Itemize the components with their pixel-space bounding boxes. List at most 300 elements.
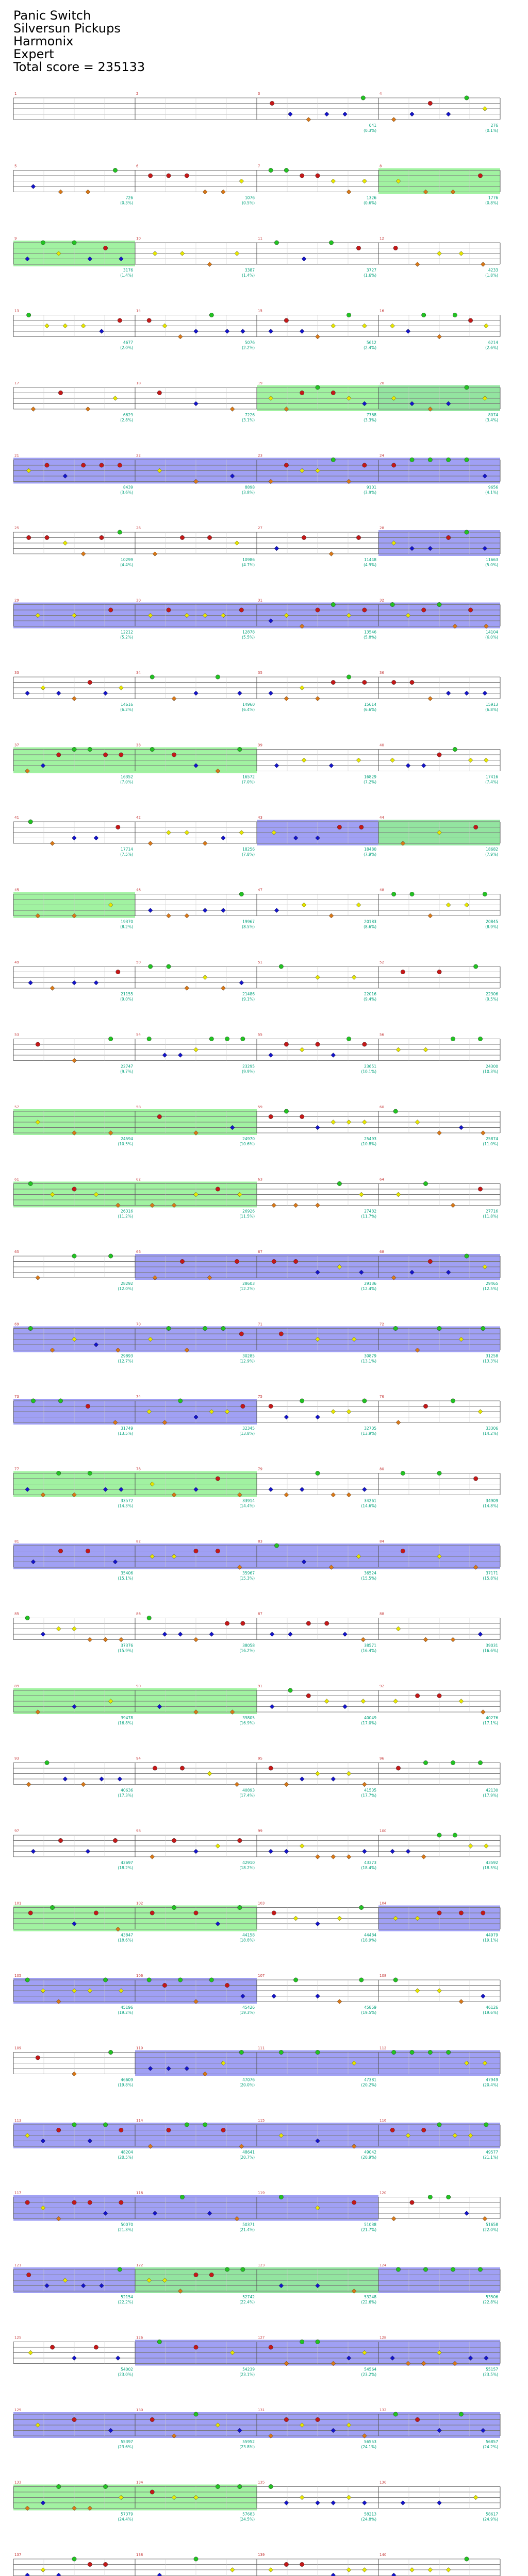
note-gem: [465, 2211, 469, 2216]
note-gem: [343, 1704, 348, 1709]
measure-score-percent: (17.0%): [361, 1721, 376, 1725]
measure-number: 14: [136, 309, 141, 313]
note-gem: [178, 1632, 183, 1637]
measure-number: 51: [258, 960, 262, 964]
note-gem: [356, 535, 360, 539]
note-gem: [72, 980, 77, 985]
note-gem: [178, 1399, 183, 1403]
note-gem: [167, 831, 171, 835]
measure-number: 108: [380, 1974, 387, 1978]
measure-score: 22016: [364, 992, 376, 996]
note-gem: [302, 535, 306, 539]
measure-number: 129: [14, 2408, 22, 2412]
note-gem: [465, 903, 469, 907]
note-gem: [25, 2200, 29, 2205]
note-gem: [28, 2350, 33, 2355]
measure-score: 43373: [364, 1860, 376, 1865]
measure-score: 48204: [121, 2150, 133, 2155]
note-gem: [396, 2267, 400, 2272]
note-gem: [269, 1404, 273, 1408]
note-gem: [478, 2267, 482, 2272]
note-gem: [272, 1911, 276, 1915]
note-gem: [300, 329, 304, 334]
note-gem: [237, 691, 242, 696]
note-gem: [207, 262, 212, 267]
measure-number: 45: [14, 888, 19, 892]
measure-score-percent: (12.0%): [118, 1286, 133, 1291]
note-gem: [423, 2267, 427, 2272]
measure-score: 39478: [121, 1716, 133, 1720]
measure-score: 18256: [242, 847, 255, 852]
measure-score: 55397: [121, 2439, 133, 2444]
note-gem: [300, 1399, 304, 1403]
note-gem: [459, 1125, 464, 1130]
measure-number: 140: [380, 2553, 387, 2557]
note-gem: [284, 168, 288, 172]
note-gem: [346, 2495, 351, 2500]
measure-score: 9101: [366, 485, 376, 490]
measure-score: 45426: [242, 2005, 255, 2010]
note-gem: [118, 318, 122, 323]
measure-number: 4: [380, 92, 382, 96]
note-gem: [316, 1125, 320, 1130]
measure-number: 56: [380, 1032, 384, 1037]
note-gem: [180, 535, 184, 539]
measure-number: 94: [136, 1756, 141, 1761]
note-gem: [150, 2490, 154, 2494]
note-gem: [36, 2056, 40, 2060]
measure-score-percent: (14.8%): [483, 1503, 498, 1509]
measure-number: 81: [14, 1539, 19, 1544]
measure-score: 54002: [121, 2367, 133, 2372]
note-gem: [346, 1410, 351, 1414]
note-gem: [167, 174, 171, 178]
note-gem: [172, 753, 176, 757]
measure-score-percent: (11.7%): [361, 1214, 376, 1219]
measure-score-percent: (18.2%): [239, 1866, 255, 1870]
note-gem: [274, 546, 279, 551]
note-gem: [362, 2501, 367, 2505]
measure-number: 131: [258, 2408, 265, 2412]
measure-number: 97: [14, 1829, 19, 1833]
note-gem: [209, 1978, 213, 1982]
note-gem: [453, 313, 457, 317]
note-gem: [451, 1203, 455, 1208]
measure-number: 50: [136, 960, 141, 964]
note-gem: [437, 2501, 442, 2505]
measure-score-percent: (17.9%): [483, 1793, 498, 1798]
note-gem: [178, 1978, 183, 1982]
note-gem: [203, 2123, 207, 2127]
note-gem: [362, 2568, 367, 2572]
note-gem: [468, 758, 473, 762]
note-gem: [116, 2356, 120, 2361]
note-gem: [437, 1131, 442, 1136]
measure-score-percent: (22.8%): [483, 2300, 498, 2304]
note-gem: [316, 697, 320, 701]
note-gem: [269, 1114, 273, 1118]
note-gem: [150, 747, 154, 751]
note-gem: [451, 1637, 455, 1642]
note-gem: [316, 2050, 320, 2054]
measure-score-percent: (0.3%): [120, 200, 133, 206]
measure-score-percent: (20.9%): [361, 2155, 376, 2160]
note-gem: [239, 980, 244, 985]
measure-score: 45859: [364, 2005, 376, 2010]
measure-score-percent: (9.0%): [120, 997, 133, 1002]
note-gem: [203, 190, 207, 194]
measure-score: 641: [369, 123, 376, 128]
note-gem: [302, 903, 306, 907]
note-gem: [391, 463, 395, 467]
note-gem: [94, 836, 98, 840]
note-gem: [269, 2484, 273, 2488]
note-gem: [473, 825, 477, 829]
measure-score-percent: (24.1%): [361, 2445, 376, 2449]
note-gem: [157, 1114, 161, 1118]
note-gem: [337, 1181, 341, 1185]
note-gem: [72, 836, 77, 840]
measure-score: 21486: [242, 992, 255, 996]
measure-number: 17: [14, 381, 19, 385]
measure-number: 58: [136, 1105, 141, 1109]
note-gem: [423, 1047, 428, 1052]
measure-score: 7768: [366, 413, 376, 417]
measure-score-percent: (0.5%): [242, 200, 255, 206]
note-gem: [239, 892, 243, 896]
measure-number: 16: [380, 309, 384, 313]
measure-score: 3727: [366, 268, 376, 273]
measure-number: 135: [258, 2480, 265, 2485]
measure-number: 93: [14, 1756, 19, 1761]
measure-score-percent: (6.4%): [242, 707, 255, 712]
measure-score: 53248: [364, 2295, 376, 2299]
measure-number: 116: [380, 2119, 387, 2123]
measure-score: 32345: [242, 1426, 255, 1431]
note-gem: [391, 117, 396, 122]
measure-number: 32: [380, 598, 384, 603]
measure-score: 1326: [366, 195, 376, 200]
measure-number: 9: [14, 236, 17, 241]
measure-number: 36: [380, 671, 384, 675]
measure-number: 34: [136, 671, 141, 675]
note-gem: [362, 1399, 367, 1403]
measure-number: 126: [136, 2335, 143, 2340]
note-gem: [103, 1978, 107, 1982]
note-gem: [41, 1632, 45, 1637]
measure-number: 72: [380, 1322, 384, 1327]
note-gem: [238, 747, 242, 751]
note-gem: [415, 1693, 419, 1698]
measure-score: 22747: [121, 1064, 133, 1069]
measure-number: 127: [258, 2335, 265, 2340]
measure-score-percent: (18.2%): [118, 1866, 133, 1870]
note-gem: [41, 2568, 45, 2572]
measure-score-percent: (8.2%): [120, 924, 133, 929]
measure-score: 58617: [486, 2512, 498, 2517]
note-gem: [428, 101, 432, 105]
note-gem: [235, 1259, 239, 1263]
measure-number: 27: [258, 526, 262, 530]
measure-score-percent: (12.5%): [483, 1286, 498, 1291]
note-gem: [284, 1109, 288, 1113]
note-gem: [221, 908, 226, 913]
note-gem: [459, 251, 464, 256]
measure-number: 35: [258, 671, 262, 675]
measure-number: 15: [258, 309, 262, 313]
note-gem: [393, 246, 398, 250]
note-gem: [422, 608, 426, 612]
note-gem: [465, 1254, 469, 1258]
note-gem: [58, 1549, 62, 1553]
note-gem: [459, 2412, 463, 2416]
note-gem: [50, 1905, 54, 1909]
measure-score-percent: (9.7%): [120, 1069, 133, 1074]
measure-number: 52: [380, 960, 384, 964]
measure-number: 47: [258, 888, 262, 892]
note-gem: [446, 691, 451, 696]
measure-score: 40049: [364, 1716, 376, 1720]
note-gem: [446, 2050, 450, 2054]
measure-score-percent: (12.4%): [361, 1286, 376, 1291]
measure-score-percent: (18.8%): [239, 1938, 255, 1943]
note-gem: [390, 1849, 395, 1854]
note-gem: [72, 747, 76, 751]
note-gem: [147, 318, 151, 323]
measure-score: 19967: [242, 919, 255, 924]
note-gem: [478, 1760, 482, 1765]
note-gem: [194, 401, 199, 406]
measure-number: 104: [380, 1901, 387, 1906]
note-gem: [86, 407, 90, 412]
note-gem: [465, 96, 469, 100]
measure-score: 3176: [123, 268, 133, 273]
measure-score-percent: (19.8%): [118, 2082, 133, 2088]
measure-number: 102: [136, 1901, 143, 1906]
note-gem: [437, 2123, 441, 2127]
measure-number: 109: [14, 2046, 22, 2050]
measure-score-percent: (7.5%): [120, 852, 133, 857]
measure-number: 61: [14, 1177, 19, 1182]
measure-score: 21155: [121, 992, 133, 996]
note-gem: [390, 602, 394, 606]
note-gem: [391, 2573, 396, 2576]
measure-score: 51038: [364, 2222, 376, 2227]
measure-score: 30879: [364, 1353, 376, 1359]
note-gem: [300, 1114, 304, 1118]
measure-score-percent: (14.2%): [483, 1431, 498, 1436]
note-gem: [72, 2200, 76, 2205]
note-gem: [410, 112, 415, 116]
note-gem: [150, 1911, 154, 1915]
measure-score-percent: (15.5%): [361, 1576, 376, 1581]
measure-score: 52742: [242, 2295, 255, 2299]
measure-score-percent: (7.4%): [485, 779, 498, 785]
note-gem: [194, 2345, 198, 2349]
measure-score: 20183: [364, 919, 376, 924]
note-gem: [150, 2417, 154, 2421]
note-gem: [390, 324, 395, 328]
measure-score: 41535: [364, 1788, 376, 1793]
note-gem: [81, 552, 86, 556]
note-gem: [284, 2417, 288, 2421]
note-gem: [300, 1844, 304, 1849]
note-gem: [446, 2568, 451, 2572]
note-gem: [270, 1632, 274, 1637]
measure-score-percent: (8.5%): [242, 924, 255, 929]
note-gem: [88, 1471, 92, 1475]
note-gem: [483, 107, 487, 111]
note-gem: [26, 313, 30, 317]
note-gem: [362, 1042, 367, 1046]
measure-score: 37376: [121, 1643, 133, 1648]
measure-score-percent: (18.6%): [118, 1938, 133, 1943]
measure-score: 30285: [242, 1353, 255, 1359]
note-gem: [481, 1131, 485, 1136]
note-gem: [465, 457, 469, 462]
note-gem: [410, 2050, 414, 2054]
measure-score-percent: (12.7%): [118, 1359, 133, 1364]
note-gem: [157, 2573, 162, 2576]
note-gem: [194, 329, 199, 334]
measure-score-percent: (5.8%): [364, 635, 376, 640]
note-gem: [329, 913, 334, 918]
note-gem: [300, 2495, 304, 2500]
measure-score: 1076: [244, 195, 255, 200]
note-gem: [352, 2200, 356, 2205]
measure-score-percent: (15.1%): [118, 1576, 133, 1581]
note-gem: [185, 2123, 189, 2127]
measure-number: 79: [258, 1467, 262, 1471]
note-gem: [288, 1688, 292, 1692]
measure-score-percent: (20.4%): [483, 2082, 498, 2088]
note-gem: [293, 1203, 298, 1208]
measure-score: 8439: [123, 485, 133, 490]
note-gem: [396, 1626, 401, 1631]
note-gem: [225, 329, 229, 334]
measure-score-percent: (16.8%): [118, 1721, 133, 1725]
note-gem: [393, 1109, 398, 1113]
measure-number: 136: [380, 2480, 387, 2485]
note-gem: [428, 2195, 432, 2199]
measure-score-percent: (21.7%): [361, 2227, 376, 2232]
measure-number: 42: [136, 816, 141, 820]
note-gem: [194, 2557, 198, 2561]
note-gem: [331, 2501, 336, 2505]
note-gem: [316, 334, 320, 339]
measure-number: 98: [136, 1829, 141, 1833]
measure-number: 62: [136, 1177, 141, 1182]
note-gem: [56, 691, 61, 696]
measure-number: 19: [258, 381, 262, 385]
note-gem: [241, 1404, 245, 1408]
measure-score: 6214: [488, 340, 498, 345]
measure-score: 1776: [488, 195, 498, 200]
note-gem: [167, 913, 171, 918]
note-gem: [437, 1326, 441, 1330]
note-gem: [410, 892, 414, 896]
note-gem: [406, 764, 410, 768]
note-gem: [100, 1777, 104, 1782]
note-gem: [86, 1849, 90, 1854]
measure-score: 15614: [364, 702, 376, 707]
note-gem: [94, 2345, 98, 2349]
measure-number: 138: [136, 2553, 143, 2557]
measure-number: 3: [258, 92, 260, 96]
measure-score: 29465: [486, 1281, 498, 1286]
measure-number: 57: [14, 1105, 19, 1109]
note-gem: [465, 530, 469, 534]
note-gem: [100, 535, 104, 539]
note-gem: [241, 1621, 245, 1625]
measure-score-percent: (22.2%): [118, 2300, 133, 2304]
measure-score: 8898: [244, 485, 255, 490]
note-gem: [473, 1477, 477, 1481]
note-gem: [362, 608, 367, 612]
measure-score: 57683: [242, 2512, 255, 2517]
measure-score-percent: (7.0%): [242, 779, 255, 785]
measure-score-percent: (8.9%): [485, 924, 498, 929]
note-gem: [331, 179, 336, 183]
note-gem: [316, 1203, 320, 1208]
note-gem: [167, 2128, 171, 2132]
note-gem: [153, 552, 157, 556]
measure-number: 24: [380, 453, 384, 458]
measure-score-percent: (17.3%): [118, 1793, 133, 1798]
note-gem: [221, 1326, 225, 1330]
measure-number: 132: [380, 2408, 387, 2412]
note-gem: [274, 764, 279, 768]
note-gem: [300, 686, 304, 690]
measure-score: 44484: [364, 1933, 376, 1938]
note-gem: [422, 313, 426, 317]
note-gem: [279, 2050, 283, 2054]
note-gem: [483, 691, 487, 696]
note-gem: [362, 179, 367, 183]
measure-number: 105: [14, 1974, 22, 1978]
note-gem: [406, 329, 410, 334]
note-gem: [393, 1326, 398, 1330]
note-gem: [316, 1415, 320, 1419]
note-gem: [423, 1637, 428, 1642]
measure-number: 20: [380, 381, 384, 385]
note-gem: [415, 2417, 419, 2421]
note-gem: [293, 1916, 298, 1921]
measure-score: 37171: [486, 1571, 498, 1575]
note-gem: [36, 1042, 40, 1046]
note-gem: [72, 1626, 77, 1631]
note-gem: [203, 908, 207, 913]
measure-number: 53: [14, 1032, 19, 1037]
note-gem: [293, 1978, 298, 1982]
note-gem: [451, 1399, 455, 1403]
measure-score: 50070: [121, 2222, 133, 2227]
note-gem: [284, 1782, 289, 1787]
measure-score-percent: (0.1%): [485, 128, 498, 133]
measure-score-percent: (4.7%): [242, 563, 255, 567]
note-gem: [118, 530, 122, 534]
measure-score-percent: (20.2%): [361, 2082, 376, 2088]
note-gem: [50, 841, 55, 846]
note-gem: [45, 324, 50, 328]
note-gem: [41, 686, 45, 690]
measure-score: 24594: [121, 1137, 133, 1141]
measure-number: 128: [380, 2335, 387, 2340]
note-gem: [72, 1058, 77, 1063]
measure-score: 33914: [242, 1498, 255, 1503]
measure-number: 83: [258, 1539, 262, 1544]
note-gem: [180, 251, 185, 256]
